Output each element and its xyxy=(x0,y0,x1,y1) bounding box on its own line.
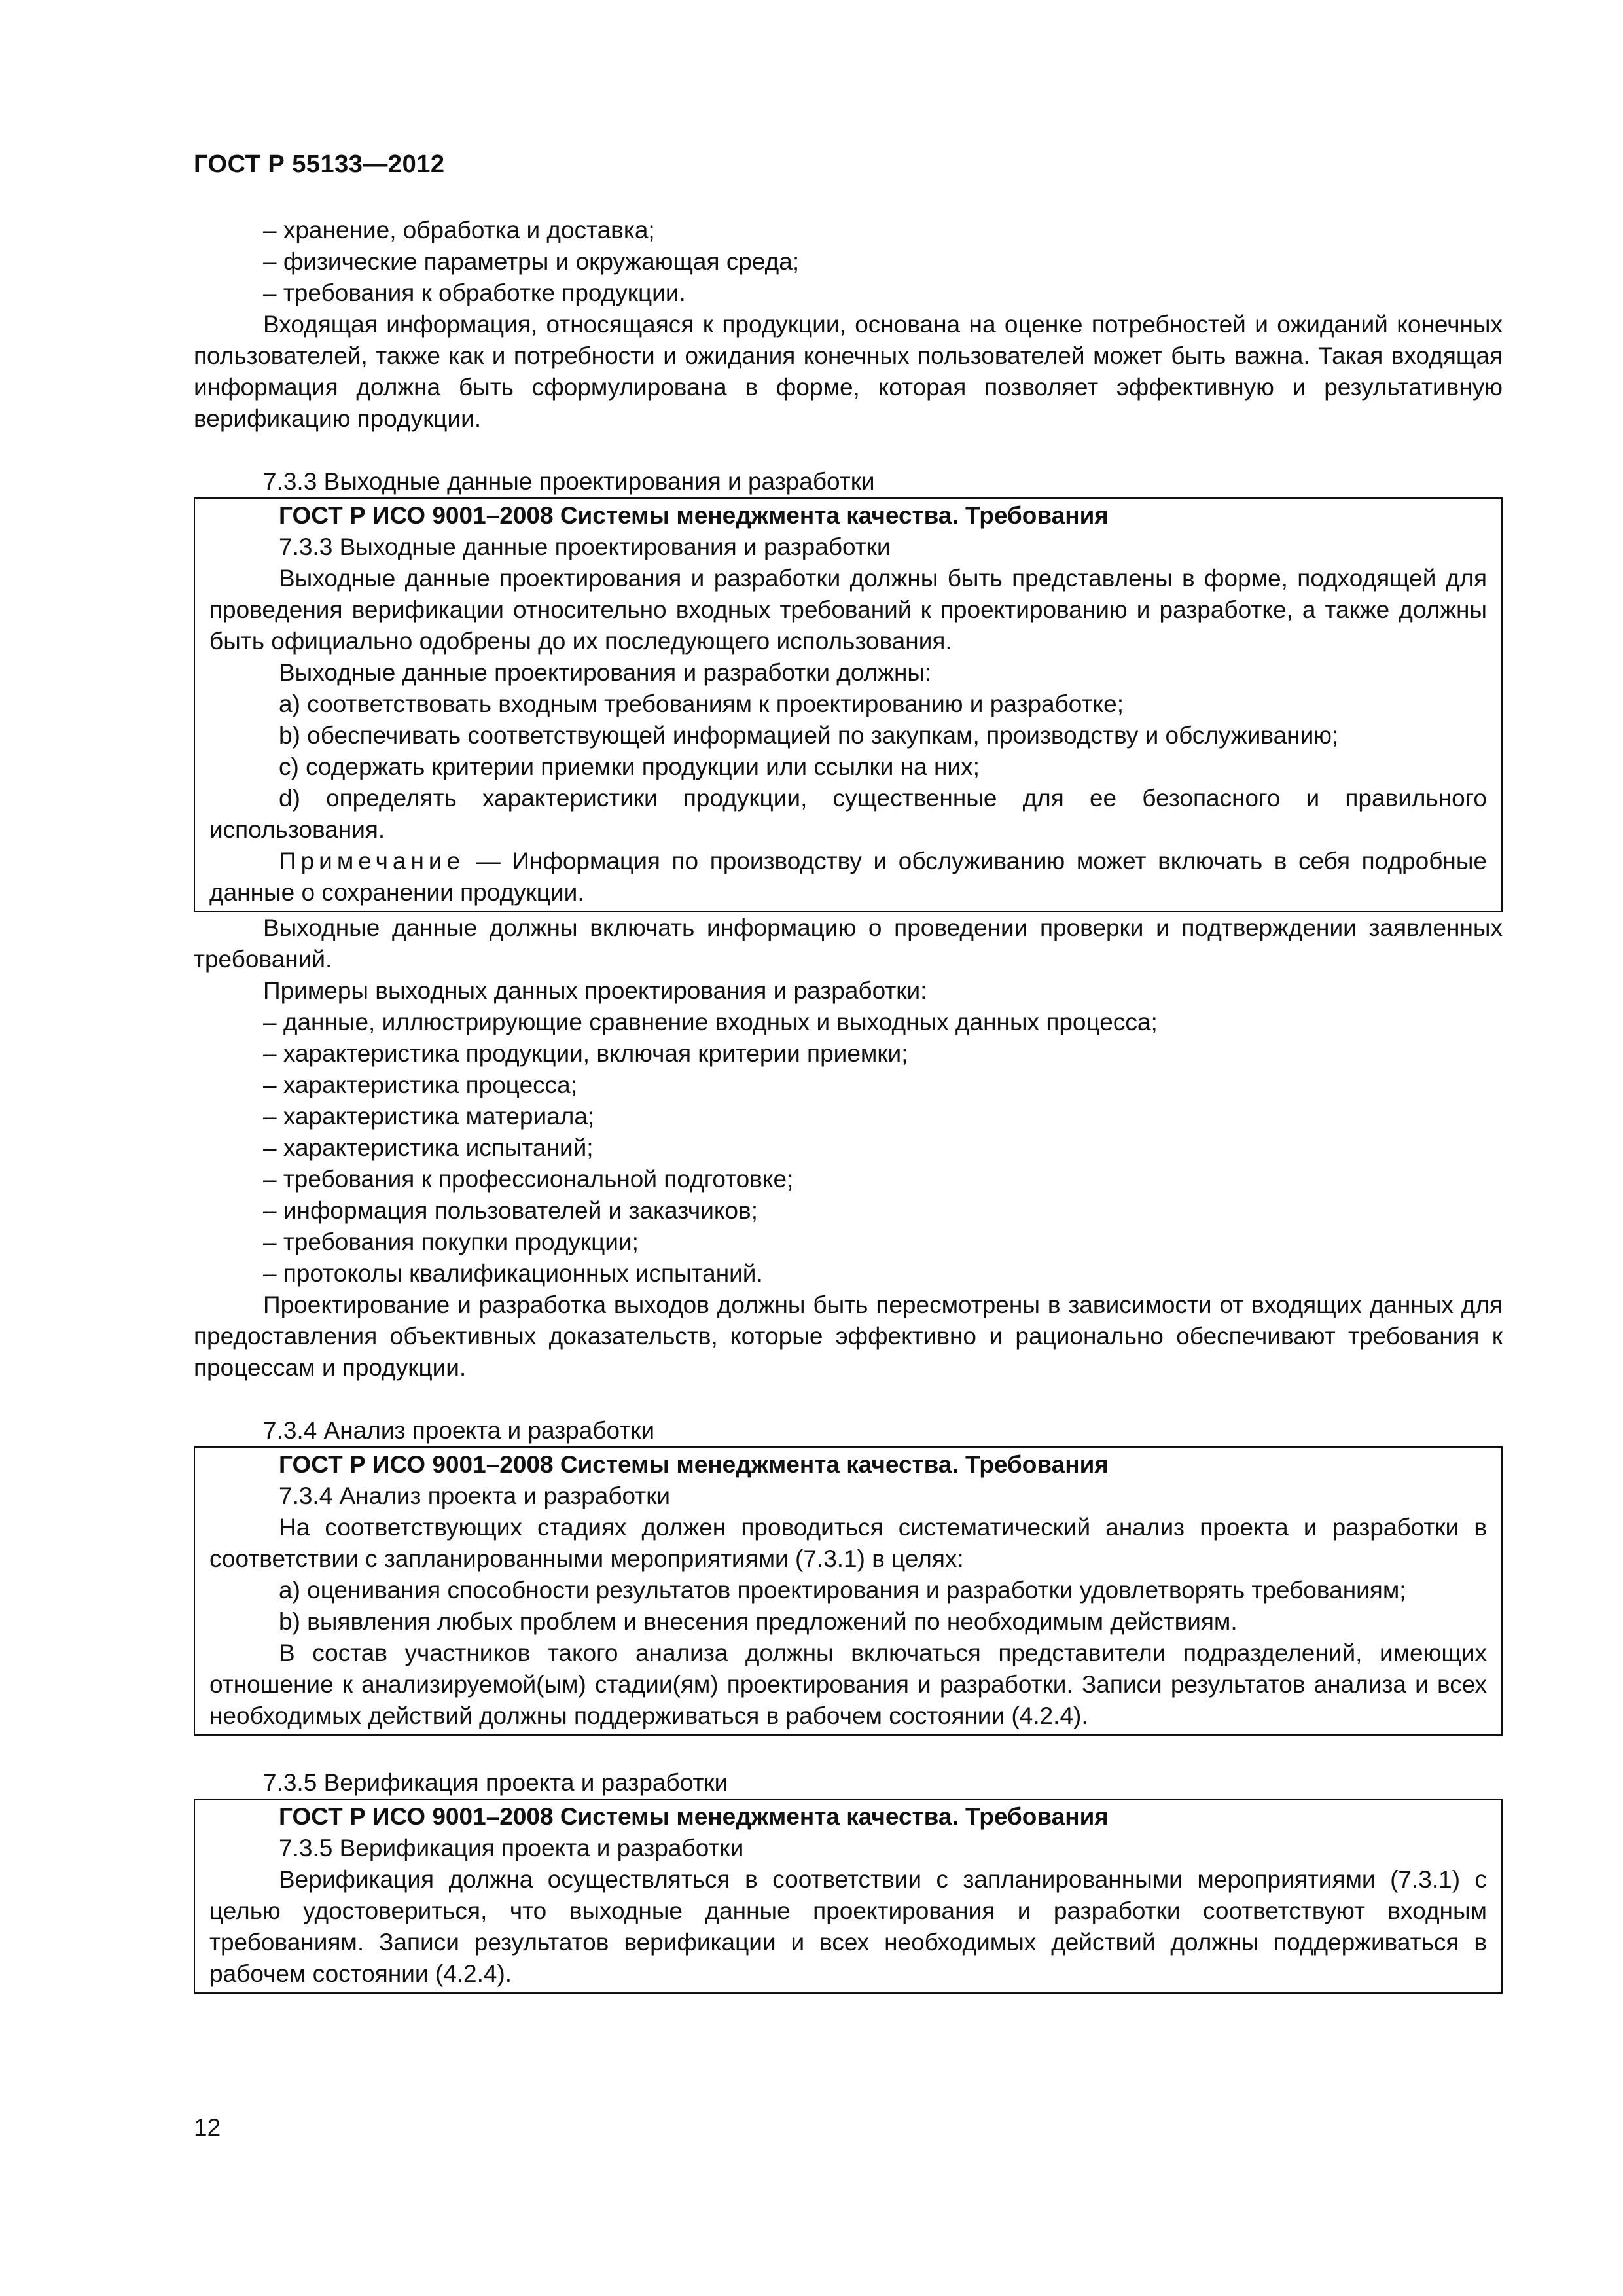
quote-box-subheading: 7.3.3 Выходные данные проектирования и разработки xyxy=(279,533,891,560)
document-page xyxy=(194,0,1503,2296)
note-label: Примечание xyxy=(279,848,465,874)
list-item: – характеристика испытаний; xyxy=(263,1134,594,1161)
quote-box-7-3-3 xyxy=(194,497,1503,912)
section-heading-7-3-5: 7.3.5 Верификация проекта и разработки xyxy=(263,1769,728,1796)
document-header: ГОСТ Р 55133—2012 xyxy=(194,151,445,178)
page-number: 12 xyxy=(194,2114,221,2141)
paragraph: В состав участников такого анализа должны включаться представители подразделений, имеющих отношение к анализируемой(ым) стадии(ям) проектирования и разработки. Записи результатов анализа и всех необходимых действий должны поддерживаться в рабочем состоянии (4.2.4). xyxy=(209,1640,1487,1729)
list-item: – характеристика материала; xyxy=(263,1103,595,1130)
note-text: — Информация по производству и обслуживанию может включать в себя подробные данные о сохранении продукции. xyxy=(209,848,1487,906)
quote-box-title: ГОСТ Р ИСО 9001–2008 Системы менеджмента качества. Требования xyxy=(279,1451,1109,1478)
list-item: – данные, иллюстрирующие сравнение входных и выходных данных процесса; xyxy=(263,1009,1158,1035)
quote-box-7-3-5 xyxy=(194,1799,1503,1994)
quote-box-subheading: 7.3.5 Верификация проекта и разработки xyxy=(279,1835,744,1861)
list-item: a) оценивания способности результатов проектирования и разработки удовлетворять требованиям; xyxy=(279,1577,1406,1604)
paragraph: Примеры выходных данных проектирования и разработки: xyxy=(263,977,927,1004)
paragraph: Выходные данные должны включать информацию о проведении проверки и подтверждении заявленных требований. xyxy=(194,914,1503,973)
list-item: b) обеспечивать соответствующей информацией по закупкам, производству и обслуживанию; xyxy=(279,722,1339,749)
quote-box-title: ГОСТ Р ИСО 9001–2008 Системы менеджмента качества. Требования xyxy=(279,502,1109,529)
list-item: – требования к обработке продукции. xyxy=(263,279,686,306)
list-item: – требования покупки продукции; xyxy=(263,1229,639,1255)
list-item: – протоколы квалификационных испытаний. xyxy=(263,1260,763,1287)
list-item: – характеристика продукции, включая критерии приемки; xyxy=(263,1040,908,1067)
list-item: – характеристика процесса; xyxy=(263,1071,578,1098)
quote-box-subheading: 7.3.4 Анализ проекта и разработки xyxy=(279,1482,671,1509)
list-item: – хранение, обработка и доставка; xyxy=(263,217,655,243)
paragraph: Верификация должна осуществляться в соответствии с запланированными мероприятиями (7.3.1) с целью удостовериться, что выходные данные проектирования и разработки соответствуют входным требованиям. Записи результатов верификации и всех необходимых действий должны поддерживаться в рабочем состоянии (4.2.4). xyxy=(209,1866,1487,1987)
list-item: – физические параметры и окружающая среда; xyxy=(263,248,800,275)
paragraph: На соответствующих стадиях должен проводиться систематический анализ проекта и разработки в соответствии с запланированными мероприятиями (7.3.1) в целях: xyxy=(209,1514,1487,1572)
paragraph: Входящая информация, относящаяся к продукции, основана на оценке потребностей и ожиданий конечных пользователей, также как и потребности и ожидания конечных пользователей может быть важна. Такая входящая информация должна быть сформулирована в форме, которая позволяет эффективную и результативную верификацию продукции. xyxy=(194,311,1503,432)
list-item: – информация пользователей и заказчиков; xyxy=(263,1197,758,1224)
document-body xyxy=(194,215,1503,1994)
section-heading-7-3-4: 7.3.4 Анализ проекта и разработки xyxy=(263,1417,655,1444)
list-item: c) содержать критерии приемки продукции или ссылки на них; xyxy=(279,753,980,780)
list-item: d) определять характеристики продукции, существенные для ее безопасного и правильного использования. xyxy=(209,785,1487,843)
paragraph: Проектирование и разработка выходов должны быть пересмотрены в зависимости от входящих данных для предоставления объективных доказательств, которые эффективно и рационально обеспечивают требования к процессам и продукции. xyxy=(194,1291,1503,1381)
list-item: – требования к профессиональной подготовке; xyxy=(263,1166,794,1193)
quote-box-title: ГОСТ Р ИСО 9001–2008 Системы менеджмента качества. Требования xyxy=(279,1803,1109,1830)
quote-box-7-3-4 xyxy=(194,1446,1503,1736)
note xyxy=(209,846,1487,908)
list-item: a) соответствовать входным требованиям к проектированию и разработке; xyxy=(279,691,1124,717)
section-heading-7-3-3: 7.3.3 Выходные данные проектирования и разработки xyxy=(263,468,875,495)
paragraph: Выходные данные проектирования и разработки должны: xyxy=(279,659,932,686)
list-item: b) выявления любых проблем и внесения предложений по необходимым действиям. xyxy=(279,1608,1238,1635)
paragraph: Выходные данные проектирования и разработки должны быть представлены в форме, подходящей для проведения верификации относительно входных требований к проектированию и разработке, а также должны быть официально одобрены до их последующего использования. xyxy=(209,565,1487,655)
